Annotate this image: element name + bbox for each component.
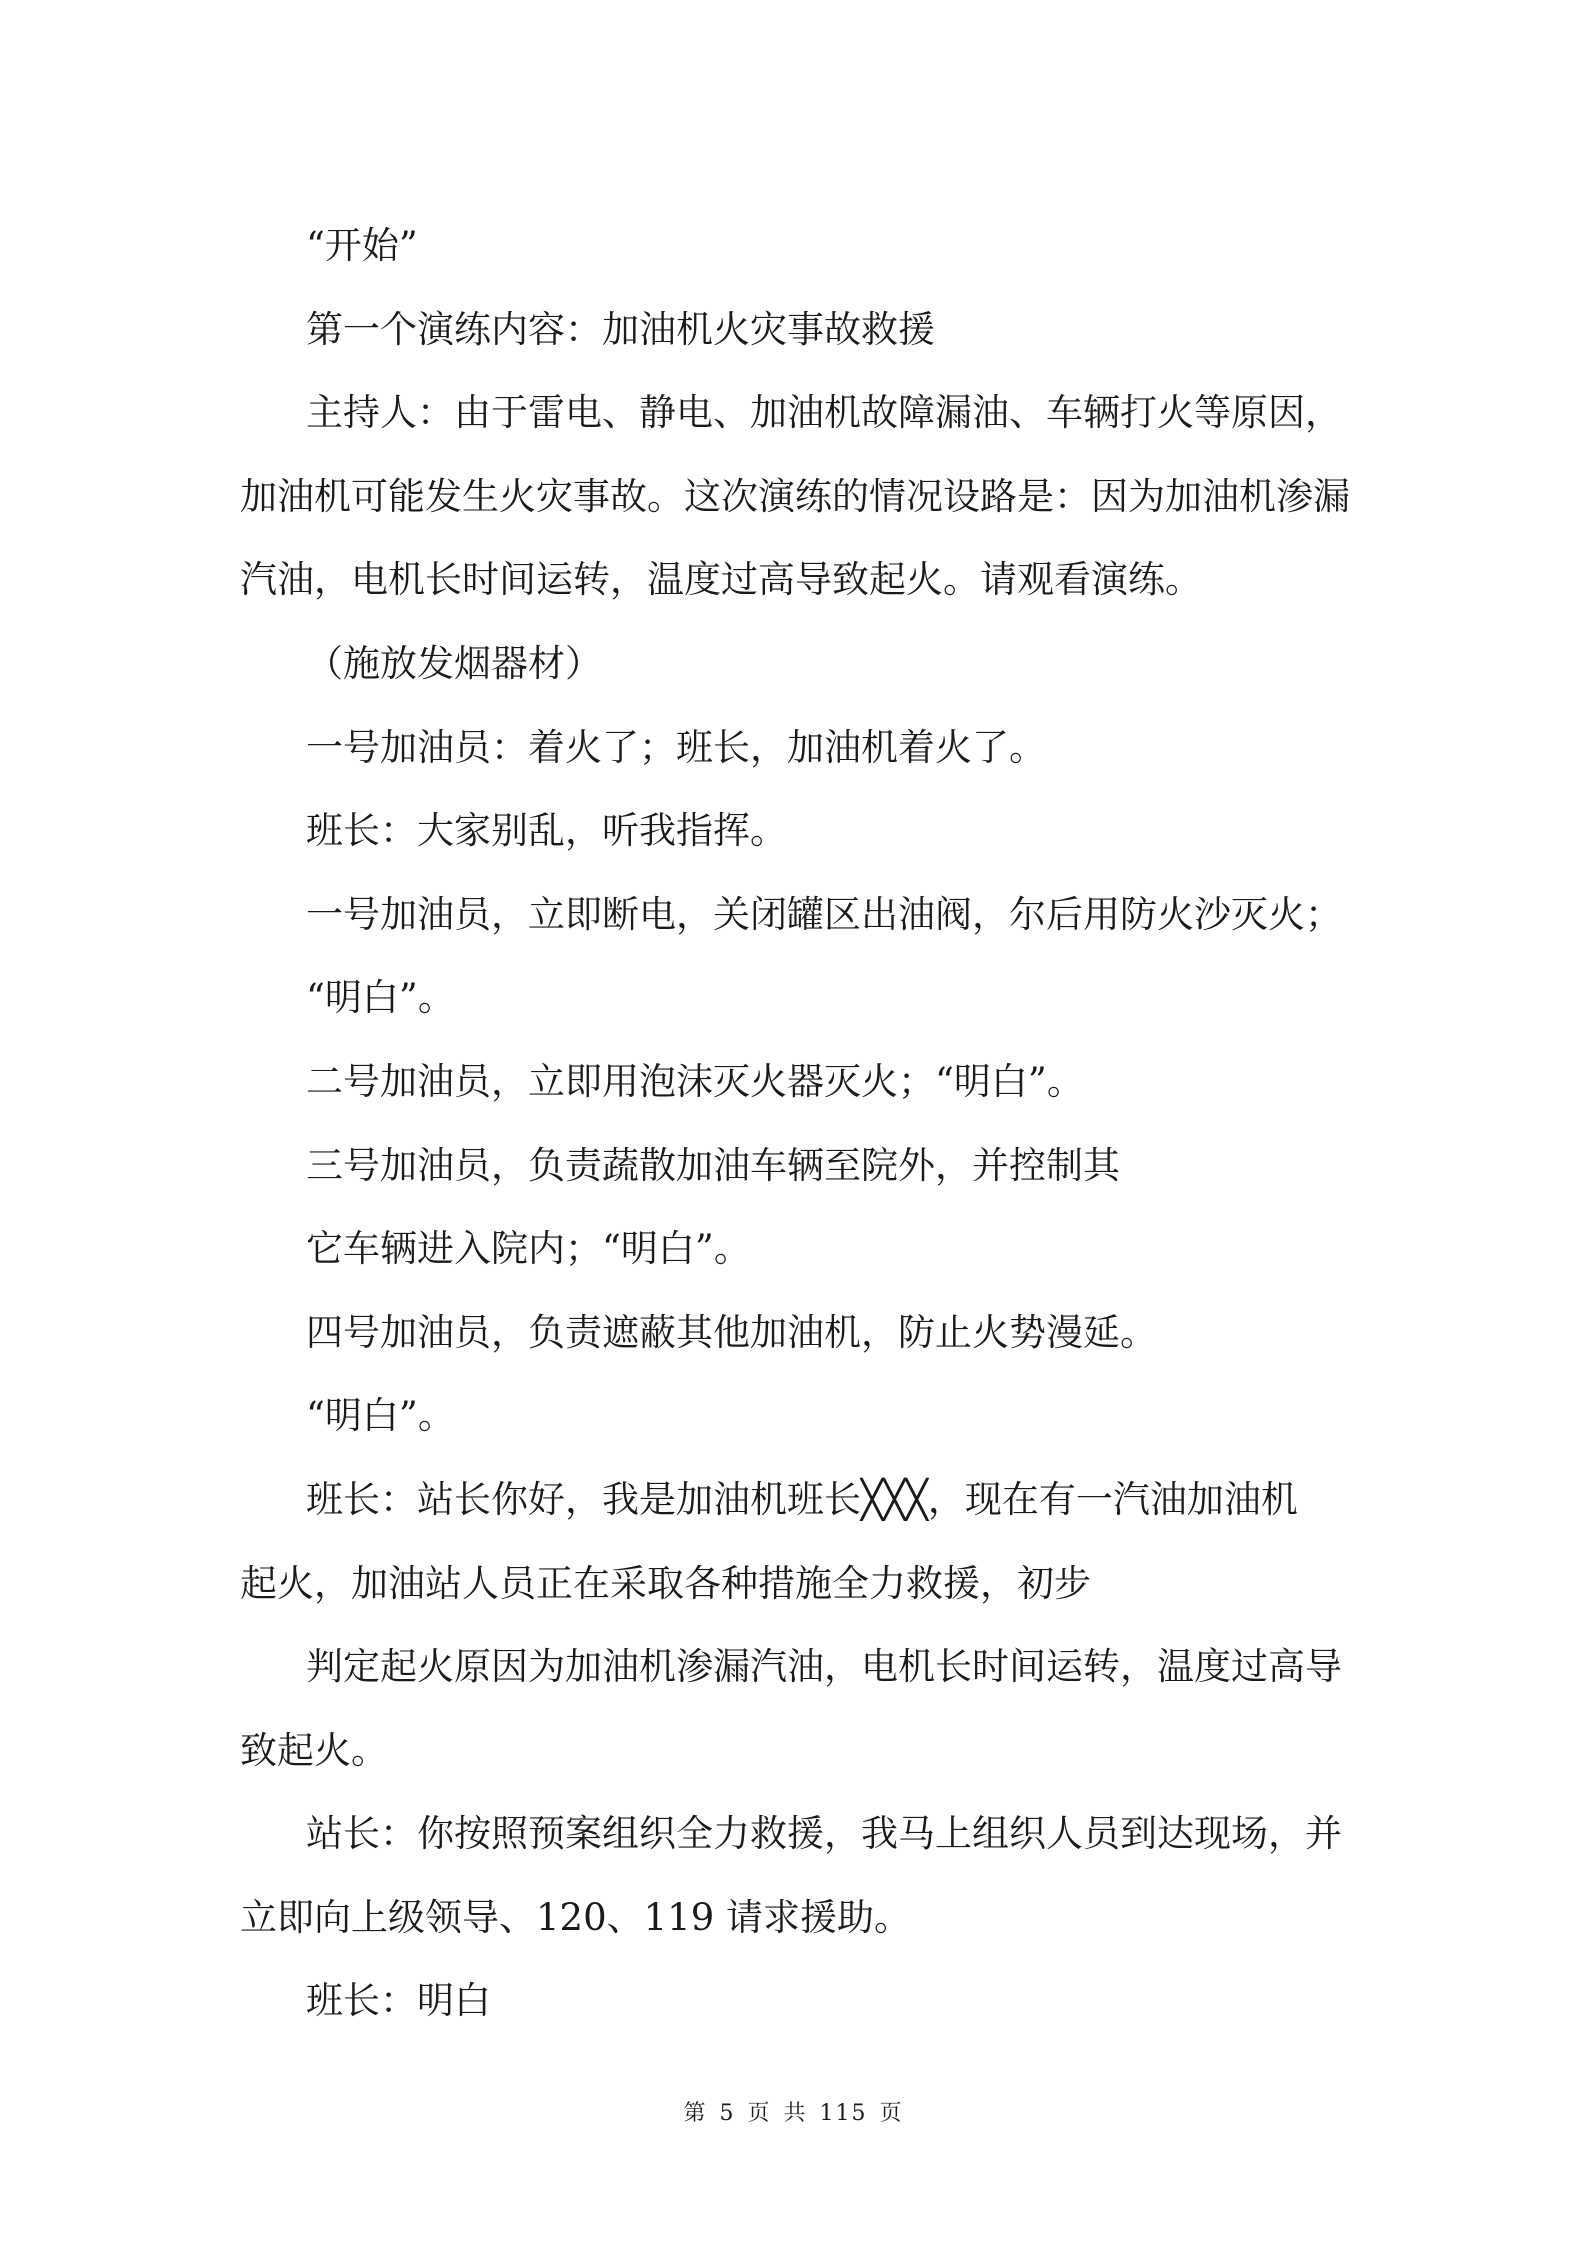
text-line: 三号加油员，负责蔬散加油车辆至院外，并控制其 [306, 1143, 1120, 1187]
text-line: 第一个演练内容：加油机火灾事故救援 [306, 307, 935, 351]
text-line: 一号加油员：着火了；班长，加油机着火了。 [306, 725, 1046, 769]
text-line: 班长：站长你好，我是加油机班长╳╳╳，现在有一汽油加油机 [306, 1477, 1298, 1521]
text-line: 班长：大家别乱，听我指挥。 [306, 809, 787, 853]
text-line: 加油机可能发生火灾事故。这次演练的情况设路是：因为加油机渗漏 [240, 474, 1350, 518]
text-line: “明白”。 [306, 1394, 455, 1438]
footer-suffix: 页 [879, 2101, 904, 2126]
text-line: 汽油，电机长时间运转，温度过高导致起火。请观看演练。 [240, 558, 1202, 602]
text-line: “开始” [306, 224, 418, 267]
text-line: 四号加油员，负责遮蔽其他加油机，防止火势漫延。 [306, 1310, 1157, 1354]
text-line: （施放发烟器材） [306, 641, 602, 685]
text-line: “明白”。 [306, 976, 455, 1020]
document-body [240, 204, 1360, 2043]
text-line: 站长：你按照预案组织全力救援，我马上组织人员到达现场，并 [306, 1812, 1342, 1856]
footer-total-pages: 115 [819, 2101, 868, 2126]
text-line: 二号加油员，立即用泡沫灭火器灭火；“明白”。 [306, 1059, 1084, 1103]
text-line: 班长：明白 [306, 1979, 491, 2023]
text-line: 它车辆进入院内；“明白”。 [306, 1227, 751, 1271]
footer-page-number: 5 [719, 2101, 736, 2126]
text-line: 主持人：由于雷电、静电、加油机故障漏油、车辆打火等原因， [306, 391, 1342, 435]
text-line: 起火，加油站人员正在采取各种措施全力救援，初步 [240, 1561, 1091, 1605]
text-line: 一号加油员，立即断电，关闭罐区出油阀，尔后用防火沙灭火； [306, 892, 1342, 936]
text-line: 判定起火原因为加油机渗漏汽油，电机长时间运转，温度过高导 [306, 1645, 1342, 1689]
text-line: 立即向上级领导、120、119 请求援助。 [240, 1895, 912, 1939]
footer-total-label: 共 [783, 2101, 808, 2126]
page-footer [0, 2096, 1587, 2127]
text-line: 致起火。 [240, 1728, 388, 1772]
footer-page-label: 页 [747, 2101, 772, 2126]
footer-prefix: 第 [683, 2101, 708, 2126]
